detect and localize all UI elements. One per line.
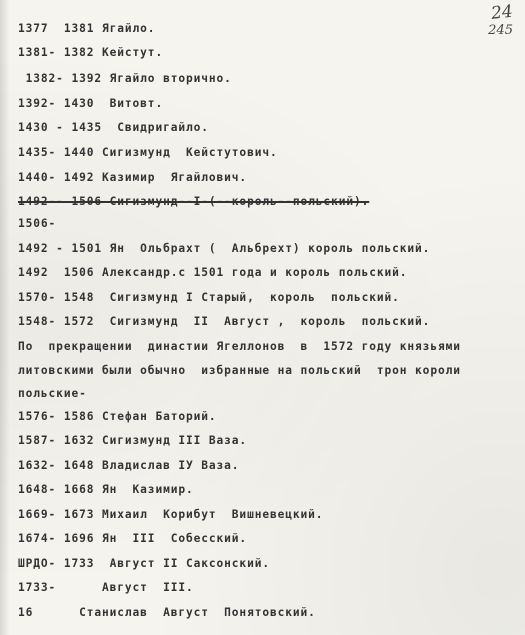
page-number-primary: 24 <box>490 1 514 24</box>
text-line: 1733- Август III. <box>18 581 194 594</box>
text-line: 1587- 1632 Сигизмунд III Ваза. <box>18 434 248 447</box>
text-line: 1392- 1430 Витовт. <box>18 97 164 110</box>
text-line: литовскими были обычно избранные на польский трон короли <box>18 364 461 377</box>
text-line: 1648- 1668 Ян Казимир. <box>18 483 194 496</box>
text-line: 1506- <box>18 217 57 230</box>
text-line: 1492 1506 Александр.с 1501 года и король польский. <box>18 266 408 279</box>
text-line: 1440- 1492 Казимир Ягайлович. <box>18 171 248 184</box>
struck-text-line: 1492-- 1506 Сигизмунд--I-(--король--польский). <box>18 195 370 208</box>
text-line: 1381- 1382 Кейстут. <box>18 46 164 59</box>
text-line: 1430 - 1435 Свидригайло. <box>18 121 209 134</box>
text-line: 1674- 1696 Ян III Собесский. <box>18 532 248 545</box>
text-line: По прекращении династии Ягеллонов в 1572 году князьями <box>18 340 461 353</box>
text-line: 1492 - 1501 Ян Ольбрахт ( Альбрехт) король польский. <box>18 242 431 255</box>
text-line: 1377 1381 Ягайло. <box>18 22 156 35</box>
text-line: польские- <box>18 387 87 400</box>
page-edge-shadow <box>0 0 10 635</box>
text-line: 1548- 1572 Сигизмунд II Август , король польский. <box>18 315 431 328</box>
text-line: 1382- 1392 Ягайло вторично. <box>18 72 232 85</box>
text-line: 1576- 1586 Стефан Баторий. <box>18 410 217 423</box>
text-line: 1570- 1548 Сигизмунд I Старый, король польский. <box>18 291 400 304</box>
page-number <box>488 1 514 40</box>
text-line: 16 Станислав Август Понятовский. <box>18 606 316 619</box>
page-number-secondary: 245 <box>488 23 513 38</box>
text-line: 1435- 1440 Сигизмунд Кейстутович. <box>18 146 278 159</box>
text-line: 1669- 1673 Михаил Корибут Вишневецкий. <box>18 508 324 521</box>
text-line: 1632- 1648 Владислав IУ Ваза. <box>18 459 240 472</box>
text-line: ШРДО- 1733 Август II Саксонский. <box>18 557 270 570</box>
